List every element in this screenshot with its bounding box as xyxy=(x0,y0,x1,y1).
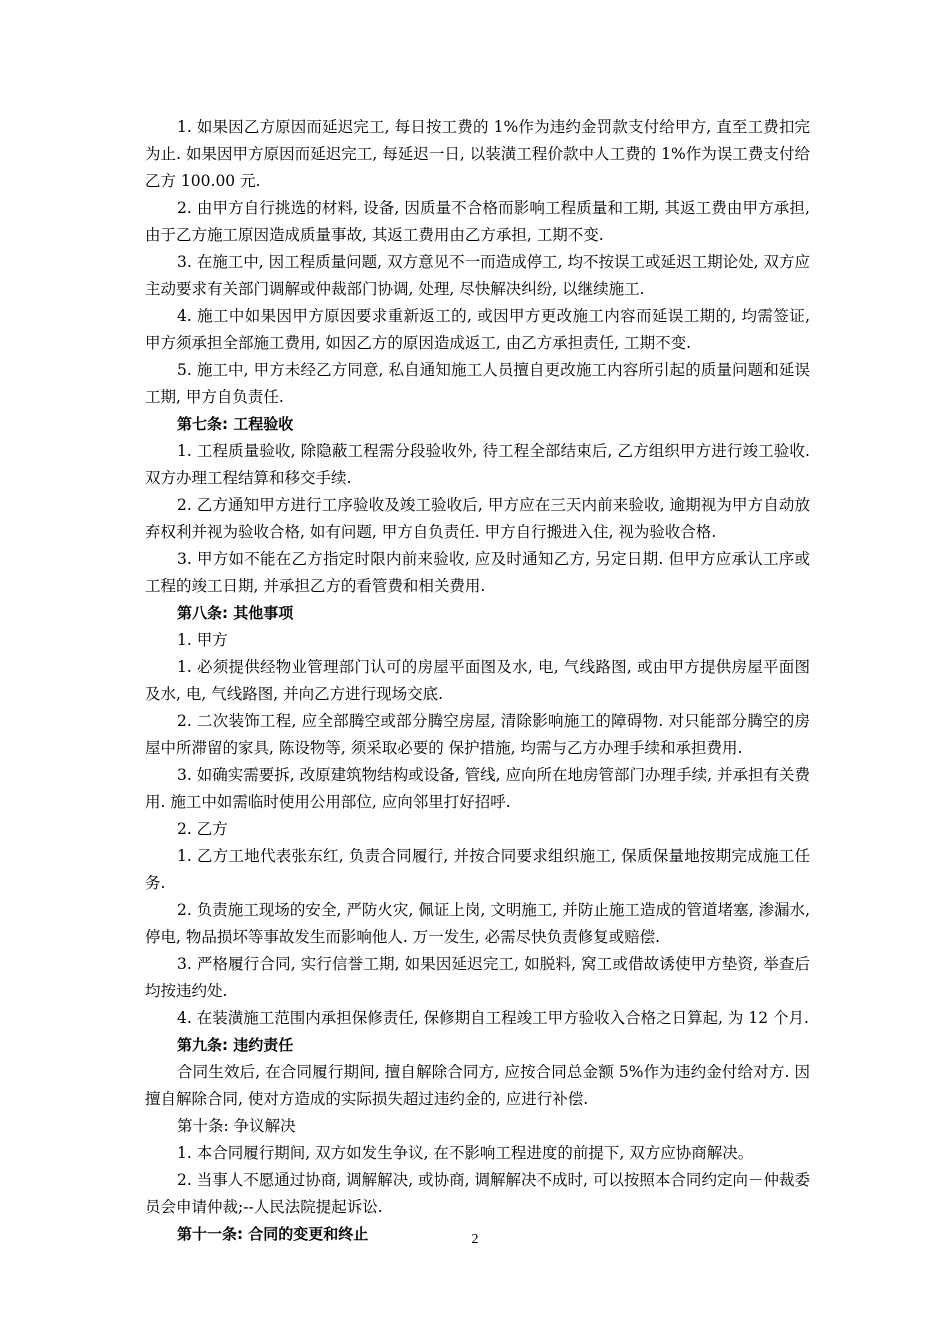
section-heading: 第八条: 其他事项 xyxy=(177,604,294,622)
paragraph: 2. 乙方 xyxy=(177,820,228,838)
paragraph: 1. 甲方 xyxy=(177,631,228,649)
section-heading: 第九条: 违约责任 xyxy=(177,1036,294,1054)
paragraph: 4. 施工中如果因甲方原因要求重新返工的, 或因甲方更改施工内容而延误工期的, 均需签证, 甲方须承担全部施工费用, 如因乙方的原因造成返工, 由乙方承担责任, 工期不变. xyxy=(145,307,810,352)
section-heading: 第十一条: 合同的变更和终止 xyxy=(177,1225,369,1243)
paragraph: 1. 必须提供经物业管理部门认可的房屋平面图及水, 电, 气线路图, 或由甲方提供房屋平面图及水, 电, 气线路图, 并向乙方进行现场交底. xyxy=(145,658,810,703)
paragraph: 2. 负责施工现场的安全, 严防火灾, 佩证上岗, 文明施工, 并防止施工造成的管道堵塞, 渗漏水, 停电, 物品损坏等事故发生而影响他人. 万一发生, 必需尽快负责修复或赔偿. xyxy=(145,901,810,946)
page-number: 2 xyxy=(471,1232,479,1247)
paragraph: 3. 如确实需要拆, 改原建筑物结构或设备, 管线, 应向所在地房管部门办理手续, 并承担有关费用. 施工中如需临时使用公用部位, 应向邻里打好招呼. xyxy=(145,766,810,811)
paragraph: 3. 在施工中, 因工程质量问题, 双方意见不一而造成停工, 均不按误工或延迟工期论处, 双方应主动要求有关部门调解或仲裁部门协调, 处理, 尽快解决纠纷, 以继续施工. xyxy=(145,253,810,298)
document-body xyxy=(145,114,810,1248)
paragraph: 3. 甲方如不能在乙方指定时限内前来验收, 应及时通知乙方, 另定日期. 但甲方应承认工序或工程的竣工日期, 并承担乙方的看管费和相关费用. xyxy=(145,550,810,595)
paragraph: 1. 乙方工地代表张东红, 负责合同履行, 并按合同要求组织施工, 保质保量地按期完成施工任务. xyxy=(145,847,810,892)
paragraph: 3. 严格履行合同, 实行信誉工期, 如果因延迟完工, 如脱料, 窝工或借故诱使甲方垫资, 举查后均按违约处. xyxy=(145,955,810,1000)
paragraph: 2. 二次装饰工程, 应全部腾空或部分腾空房屋, 清除影响施工的障碍物. 对只能部分腾空的房屋中所滞留的家具, 陈设物等, 须采取必要的 保护措施, 均需与乙方办理手续和承担费用. xyxy=(145,712,810,757)
section-heading: 第七条: 工程验收 xyxy=(177,415,294,433)
paragraph: 2. 当事人不愿通过协商, 调解解决, 或协商, 调解解决不成时, 可以按照本合同约定向－仲裁委员会申请仲裁;--人民法院提起诉讼. xyxy=(145,1171,810,1216)
paragraph: 1. 本合同履行期间, 双方如发生争议, 在不影响工程进度的前提下, 双方应协商解决。 xyxy=(177,1144,754,1162)
paragraph: 合同生效后, 在合同履行期间, 擅自解除合同方, 应按合同总金额 5%作为违约金付给对方. 因擅自解除合同, 使对方造成的实际损失超过违约金的, 应进行补偿. xyxy=(145,1063,810,1108)
paragraph: 5. 施工中, 甲方未经乙方同意, 私自通知施工人员擅自更改施工内容所引起的质量问题和延误工期, 甲方自负责任. xyxy=(145,361,810,406)
paragraph: 4. 在装潢施工范围内承担保修责任, 保修期自工程竣工甲方验收入合格之日算起, 为 12 个月. xyxy=(177,1009,809,1027)
paragraph: 2. 由甲方自行挑选的材料, 设备, 因质量不合格而影响工程质量和工期, 其返工费由甲方承担, 由于乙方施工原因造成质量事故, 其返工费用由乙方承担, 工期不变. xyxy=(145,199,810,244)
paragraph: 2. 乙方通知甲方进行工序验收及竣工验收后, 甲方应在三天内前来验收, 逾期视为甲方自动放弃权利并视为验收合格, 如有问题, 甲方自负责任. 甲方自行搬进入住, 视为验收合格. xyxy=(145,496,810,541)
paragraph: 第十条: 争议解决 xyxy=(177,1117,296,1135)
paragraph: 1. 工程质量验收, 除隐蔽工程需分段验收外, 待工程全部结束后, 乙方组织甲方进行竣工验收. 双方办理工程结算和移交手续. xyxy=(145,442,810,487)
paragraph: 1. 如果因乙方原因而延迟完工, 每日按工费的 1%作为违约金罚款支付给甲方, 直至工费扣完为止. 如果因甲方原因而延迟完工, 每延迟一日, 以装潢工程价款中人工费的 1%作为误工费支付给乙方 100.00 元. xyxy=(145,118,810,190)
